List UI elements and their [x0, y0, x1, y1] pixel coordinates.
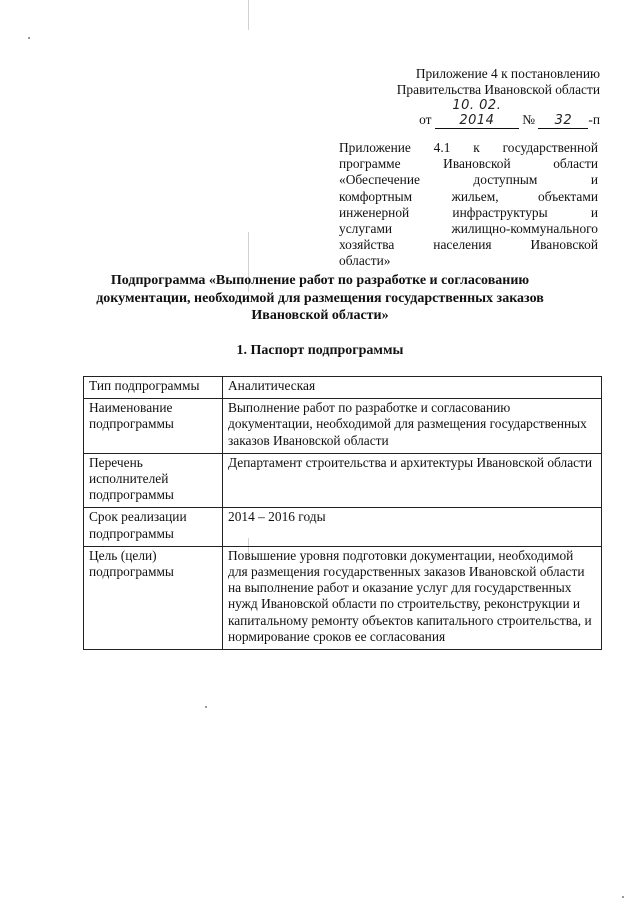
- scan-speck: [205, 706, 207, 708]
- row-value: 2014 – 2016 годы: [223, 508, 602, 546]
- header-line-3: [397, 98, 600, 129]
- scan-speck: [622, 896, 624, 898]
- date-handwritten: 10. 02. 2014: [452, 98, 502, 129]
- header-line-1: Приложение 4 к постановлению: [415, 66, 600, 81]
- appendix-line: области»: [339, 253, 391, 269]
- row-key: Наименование подпрограммы: [84, 399, 223, 454]
- row-value: Департамент строительства и архитектуры Ивановской области: [223, 453, 602, 508]
- row-value: Аналитическая: [223, 377, 602, 399]
- title-line-1: Подпрограмма «Выполнение работ по разработке и согласованию: [110, 273, 530, 288]
- appendix-line: «Обеспечение доступным и: [339, 172, 598, 188]
- table-row: [84, 399, 602, 454]
- number-suffix: -п: [588, 112, 600, 128]
- appendix-line: хозяйства населения Ивановской: [339, 237, 598, 253]
- number-field: [538, 113, 588, 129]
- from-label: от: [419, 112, 432, 128]
- table-row: [84, 508, 602, 546]
- date-field: [435, 98, 519, 129]
- header-line-2: Правительства Ивановской области: [396, 82, 600, 98]
- number-handwritten: 32: [554, 113, 573, 129]
- subprogram-title: [70, 272, 570, 325]
- row-key: Цель (цели) подпрограммы: [84, 546, 223, 649]
- appendix-line: комфортным жильем, объектами: [339, 188, 598, 204]
- appendix-line: программе Ивановской области: [339, 156, 598, 172]
- scan-speck: [28, 37, 30, 39]
- title-line-2: документации, необходимой для размещения государственных заказов: [96, 290, 544, 306]
- section-heading: 1. Паспорт подпрограммы: [236, 343, 404, 358]
- appendix-line: услугами жилищно-коммунального: [339, 221, 598, 237]
- row-value: Повышение уровня подготовки документации, необходимой для размещения государственных заказов Ивановской области на выполнение работ и оказание услуг для государственных нужд Ивановской области по строительству, реконструкции и капитальному ремонту объектов капитального строительства, и нормирование сроков ее согласования: [223, 546, 602, 649]
- scan-artifact-line: [248, 0, 249, 30]
- row-key: Срок реализации подпрограммы: [84, 508, 223, 546]
- number-label: №: [522, 112, 535, 128]
- appendix-line: инженерной инфраструктуры и: [339, 204, 598, 220]
- table-row: [84, 546, 602, 649]
- document-header: [397, 66, 600, 129]
- title-line-3: Ивановской области»: [251, 308, 389, 323]
- row-key: Перечень исполнителей подпрограммы: [84, 453, 223, 508]
- passport-table: [83, 376, 602, 650]
- table-row: [84, 377, 602, 399]
- table-row: [84, 453, 602, 508]
- row-key: Тип подпрограммы: [84, 377, 223, 399]
- appendix-caption: [339, 140, 598, 270]
- row-value: Выполнение работ по разработке и согласованию документации, необходимой для размещения государственных заказов Ивановской области: [223, 399, 602, 454]
- appendix-line: Приложение 4.1 к государственной: [339, 140, 598, 155]
